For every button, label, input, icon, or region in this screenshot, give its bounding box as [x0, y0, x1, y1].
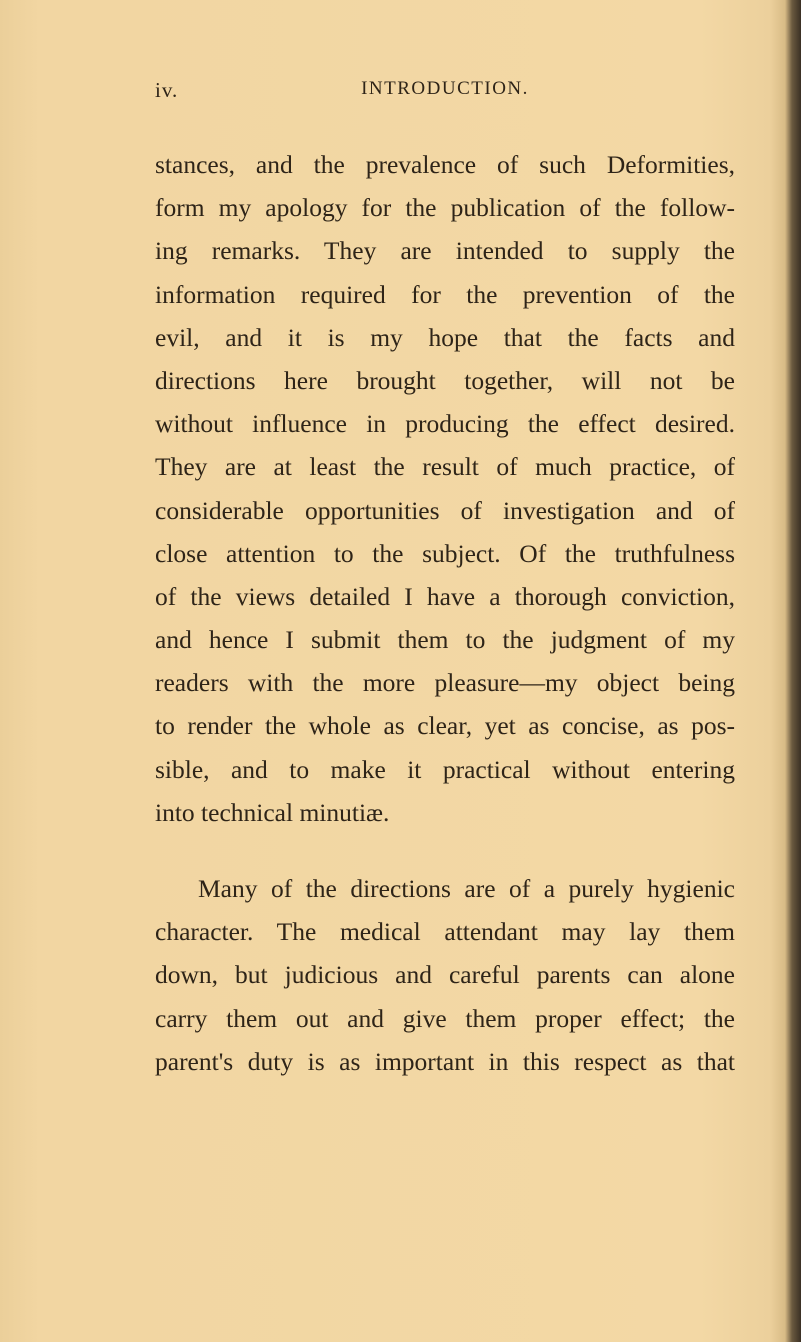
text-line: Many of the directions are of a purely hygienic — [198, 874, 735, 903]
text-line: ing remarks. They are intended to supply the — [155, 236, 735, 266]
text-line: stances, and the prevalence of such Deformities, — [155, 150, 735, 179]
text-line: close attention to the subject. Of the truthfulness — [155, 538, 735, 568]
text-line: sible, and to make it practical without entering — [155, 754, 735, 784]
text-line: They are at least the result of much practice, of — [155, 452, 735, 482]
text-line: carry them out and give them proper effect; the — [155, 1003, 735, 1033]
page-header — [155, 70, 735, 110]
text-line: of the views detailed I have a thorough conviction, — [155, 581, 735, 611]
text-line: form my apology for the publication of the follow- — [155, 193, 735, 223]
text-line: evil, and it is my hope that the facts and — [155, 322, 735, 352]
text-line: information required for the prevention of the — [155, 279, 735, 309]
paragraph — [155, 143, 735, 834]
text-line: and hence I submit them to the judgment of my — [155, 625, 735, 655]
text-line: down, but judicious and careful parents can alone — [155, 960, 735, 990]
text-line: into technical minutiæ. — [155, 797, 390, 827]
paragraph — [155, 867, 735, 1083]
text-line: considerable opportunities of investigation and of — [155, 495, 735, 525]
text-line: readers with the more pleasure—my object being — [155, 668, 735, 698]
page-number: iv. — [155, 78, 179, 102]
text-line: character. The medical attendant may lay them — [155, 917, 735, 947]
text-line: directions here brought together, will not be — [155, 365, 735, 395]
page-body — [155, 143, 735, 1083]
running-title: INTRODUCTION. — [361, 78, 529, 99]
text-line: parent's duty is as important in this respect as that — [155, 1046, 735, 1076]
text-line: to render the whole as clear, yet as concise, as pos- — [155, 711, 735, 741]
text-line: without influence in producing the effect desired. — [155, 409, 735, 439]
